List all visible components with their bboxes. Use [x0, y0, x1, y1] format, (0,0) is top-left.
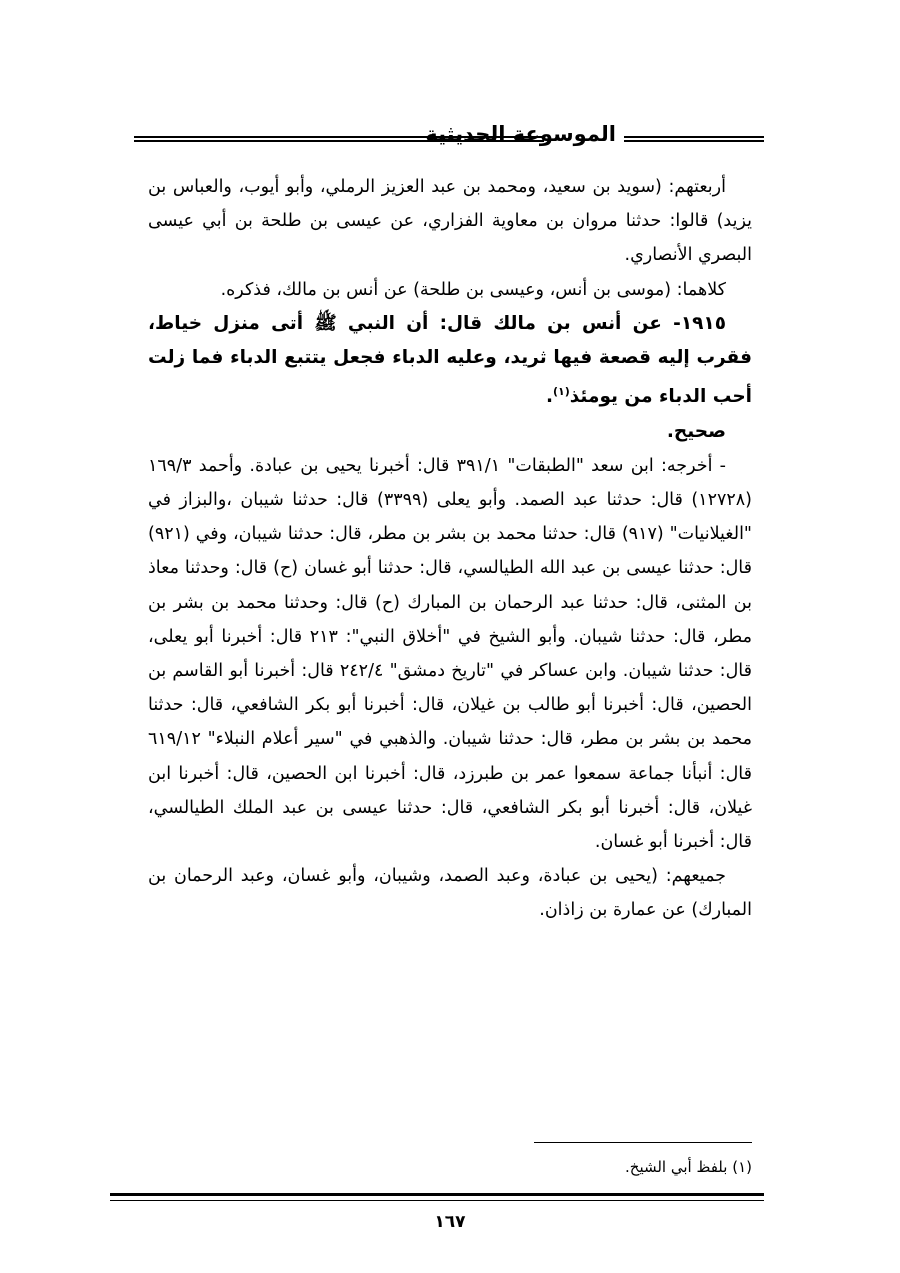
running-header: [134, 122, 764, 152]
footnote-separator: [534, 1142, 752, 1143]
hadith-end: .: [545, 386, 553, 408]
page-number: ١٦٧: [434, 1212, 466, 1232]
paragraph-chain-summary: أربعتهم: (سويد بن سعيد، ومحمد بن عبد العزيز الرملي، وأبو أيوب، والعباس بن يزيد) قالوا: حدثنا مروان بن معاوية الفزاري، عن عيسى بن طلحة بن أبي عيسى البصري الأنصاري.: [148, 177, 752, 266]
header-title: الموسوعة الحديثية: [425, 122, 616, 146]
paragraph-all-narrators: جميعهم: (يحيى بن عبادة، وعبد الصمد، وشيبان، وأبو غسان، وعبد الرحمان بن المبارك) عن عمارة بن زاذان.: [148, 866, 752, 921]
footnote-marker: (١): [552, 385, 570, 399]
main-text: [148, 170, 752, 928]
paragraph-both-narrators: كلاهما: (موسى بن أنس، وعيسى بن طلحة) عن أنس بن مالك، فذكره.: [220, 279, 726, 300]
hadith-text: [148, 307, 752, 415]
header-rule-right: [624, 136, 764, 142]
paragraph-takhrij: - أخرجه: ابن سعد "الطبقات" ٣٩١/١ قال: أخبرنا يحيى بن عبادة. وأحمد ١٦٩/٣ (١٢٧٢٨) قال: حدثنا عبد الصمد. وأبو يعلى (٣٣٩٩) قال: حدثنا شيبان ،والبزاز في "الغيلانيات" (٩١٧) قال: حدثنا محمد بن بشر بن مطر، قال: حدثنا شيبان، وفي (٩٢١) قال: حدثنا عيسى بن عبد الله الطيالسي، قال: حدثنا أبو غسان (ح) قال: وحدثنا معاذ بن المثنى، قال: حدثنا عبد الرحمان بن المبارك (ح) قال: وحدثنا محمد بن بشر بن مطر، قال: حدثنا شيبان. وأبو الشيخ في "أخلاق النبي": ٢١٣ قال: أخبرنا أبو يعلى، قال: حدثنا شيبان. وابن عساكر في "تاريخ دمشق" ٢٤٢/٤ قال: أخبرنا أبو القاسم بن الحصين، قال: أخبرنا أبو طالب بن غيلان، قال: أخبرنا أبو بكر الشافعي، قال: حدثنا محمد بن بشر بن مطر، قال: حدثنا شيبان. والذهبي في "سير أعلام النبلاء" ٦١٩/١٢ قال: أنبأنا جماعة سمعوا عمر بن طبرزد، قال: أخبرنا ابن الحصين، قال: أخبرنا ابن غيلان، قال: أخبرنا أبو بكر الشافعي، قال: حدثنا عيسى بن عبد الملك الطيالسي، قال: أخبرنا أبو غسان.: [148, 455, 752, 853]
bottom-rule: [110, 1193, 764, 1201]
hadith-body: ١٩١٥- عن أنس بن مالك قال: أن النبي ﷺ أتى منزل خياط، فقرب إليه قصعة فيها ثريد، وعليه الدباء فجعل يتتبع الدباء فما زلت أحب الدباء من يومئذ: [148, 312, 752, 408]
footnote: (١) بلفظ أبي الشيخ.: [625, 1158, 752, 1176]
grading: صحيح.: [666, 420, 726, 442]
